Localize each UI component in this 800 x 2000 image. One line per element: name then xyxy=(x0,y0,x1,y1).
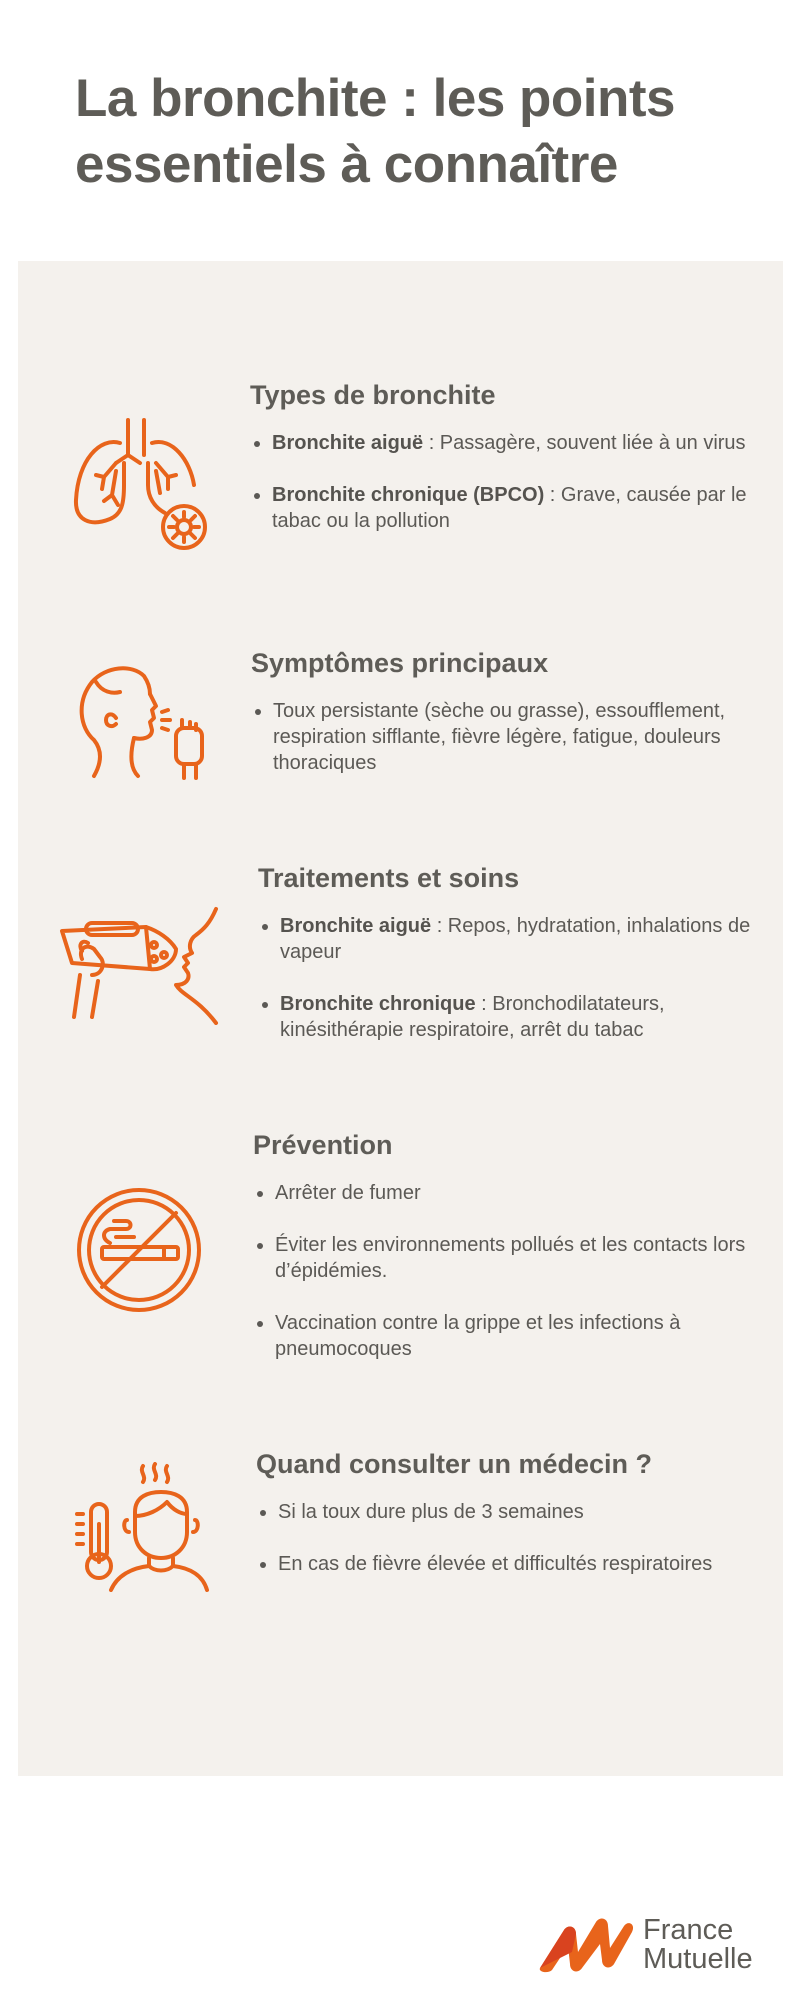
list-item: Bronchite aiguë : Passagère, souvent liée à un virus xyxy=(250,430,750,456)
no-smoking-icon xyxy=(76,1187,202,1313)
section-prevention xyxy=(253,1128,753,1362)
page-title: La bronchite : les points essentiels à connaître xyxy=(75,69,676,194)
bullet-list xyxy=(250,430,750,534)
section-heading: Traitements et soins xyxy=(258,863,520,893)
france-mutuelle-logo xyxy=(538,1912,778,1982)
list-item: Bronchite aiguë : Repos, hydratation, inhalations de vapeur xyxy=(258,913,758,965)
section-types xyxy=(250,378,750,534)
bullet-list xyxy=(251,698,751,776)
list-item: En cas de fièvre élevée et difficultés respiratoires xyxy=(256,1551,756,1577)
bullet-list xyxy=(253,1180,753,1362)
section-heading: Prévention xyxy=(253,1130,393,1160)
list-item: Si la toux dure plus de 3 semaines xyxy=(256,1499,756,1525)
france-mutuelle-logo-icon xyxy=(538,1912,638,1974)
list-item: Bronchite chronique (BPCO) : Grave, causée par le tabac ou la pollution xyxy=(250,482,750,534)
bullet-list xyxy=(258,913,758,1043)
lungs-virus-icon xyxy=(70,415,210,555)
bullet-list xyxy=(256,1499,756,1577)
inhaler-icon xyxy=(58,905,223,1025)
section-heading: Quand consulter un médecin ? xyxy=(256,1449,653,1479)
section-consult xyxy=(256,1447,756,1577)
list-item: Toux persistante (sèche ou grasse), essoufflement, respiration sifflante, fièvre légère, fatigue, douleurs thoraciques xyxy=(251,698,751,776)
logo-text: France Mutuelle xyxy=(643,1914,753,1975)
section-heading: Symptômes principaux xyxy=(251,648,549,678)
list-item: Éviter les environnements pollués et les contacts lors d’épidémies. xyxy=(253,1232,753,1284)
person-coughing-icon xyxy=(72,662,212,782)
list-item: Bronchite chronique : Bronchodilatateurs, kinésithérapie respiratoire, arrêt du tabac xyxy=(258,991,758,1043)
list-item: Vaccination contre la grippe et les infections à pneumocoques xyxy=(253,1310,753,1362)
list-item: Arrêter de fumer xyxy=(253,1180,753,1206)
section-treatments xyxy=(258,861,758,1043)
section-symptoms xyxy=(251,646,751,776)
fever-thermometer-icon xyxy=(75,1462,210,1592)
section-heading: Types de bronchite xyxy=(250,380,496,410)
